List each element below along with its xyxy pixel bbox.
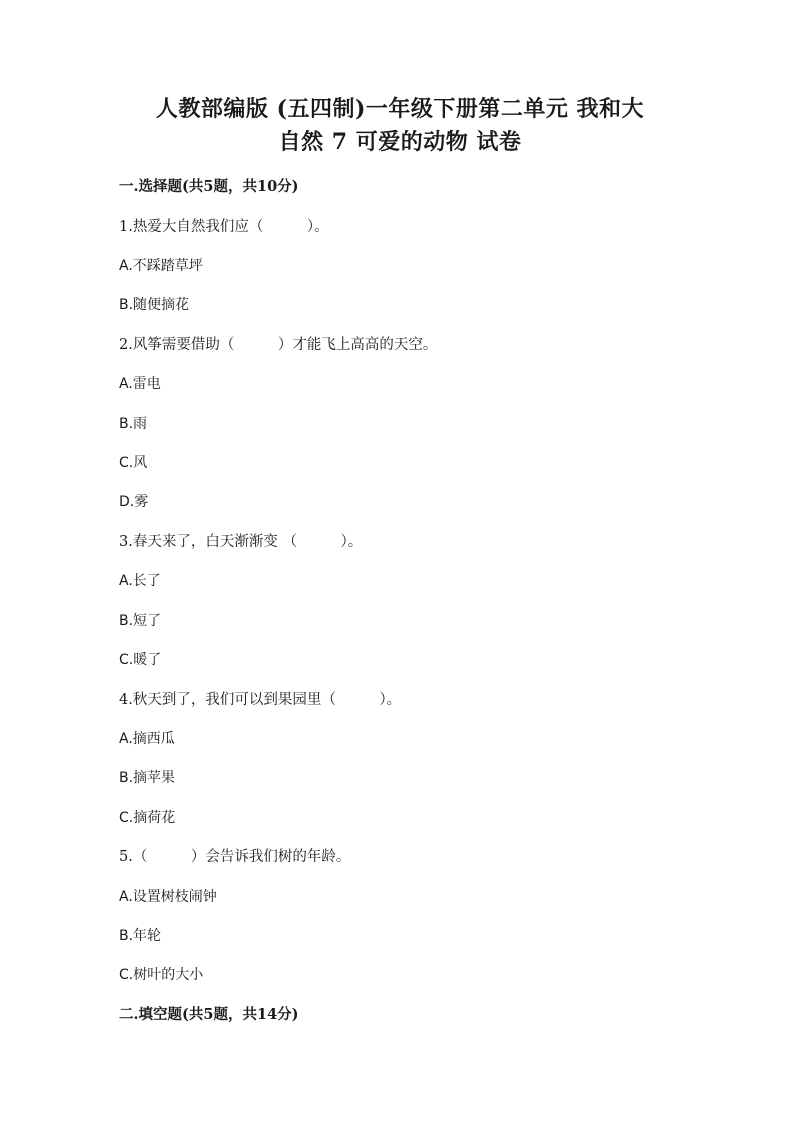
- question-4-option-a: A.摘西瓜: [119, 731, 175, 747]
- question-3-option-b: B.短了: [119, 613, 162, 629]
- question-3-option-c: C.暖了: [119, 652, 162, 668]
- section-heading-multiple-choice: 一.选择题(共5题，共10分): [119, 178, 299, 195]
- exam-title-line-1: 人教部编版 (五四制)一年级下册第二单元 我和大: [155, 96, 645, 122]
- question-4-option-b: B.摘苹果: [119, 770, 176, 786]
- question-2-option-d: D.雾: [119, 494, 149, 510]
- question-3-option-a: A.长了: [119, 573, 161, 589]
- question-4-option-c: C.摘荷花: [119, 810, 176, 826]
- question-2-option-b: B.雨: [119, 416, 148, 432]
- question-1-option-a: A.不踩踏草坪: [119, 258, 203, 274]
- question-5-option-c: C.树叶的大小: [119, 967, 204, 983]
- question-1-option-b: B.随便摘花: [119, 297, 190, 313]
- question-2-option-a: A.雷电: [119, 376, 161, 392]
- exam-title-line-2: 自然 7 可爱的动物 试卷: [278, 129, 522, 155]
- question-4: 4.秋天到了，我们可以到果园里（ ）。: [119, 692, 402, 708]
- section-heading-fill-in-the-blank: 二.填空题(共5题，共14分): [119, 1006, 299, 1023]
- question-1: 1.热爱大自然我们应（ ）。: [119, 219, 329, 235]
- question-2-option-c: C.风: [119, 455, 148, 471]
- question-5: 5.（ ）会告诉我们树的年龄。: [119, 849, 351, 865]
- exam-title: [100, 93, 700, 159]
- question-3: 3.春天来了，白天渐渐变 （ ）。: [119, 534, 363, 550]
- question-5-option-b: B.年轮: [119, 928, 162, 944]
- question-2: 2.风筝需要借助（ ）才能飞上高高的天空。: [119, 337, 438, 353]
- question-5-option-a: A.设置树枝闹钟: [119, 889, 217, 905]
